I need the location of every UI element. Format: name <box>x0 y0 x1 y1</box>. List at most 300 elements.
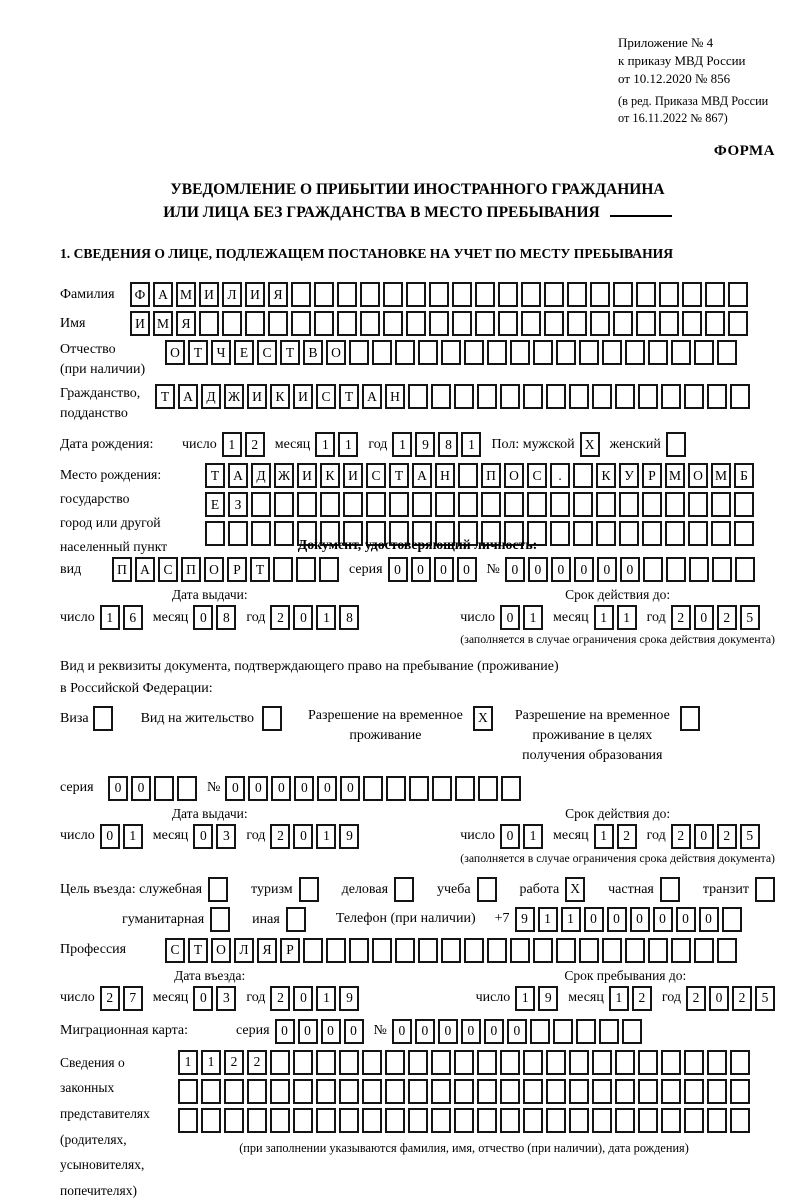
form-cell <box>728 311 748 336</box>
issue-date-fields <box>60 824 359 849</box>
form-cell: Т <box>280 340 300 365</box>
form-cell: М <box>176 282 196 307</box>
form-cell: О <box>211 938 231 963</box>
form-cell <box>661 1079 681 1104</box>
form-cell: 0 <box>248 776 268 801</box>
form-cell: Л <box>234 938 254 963</box>
form-cell <box>154 776 174 801</box>
month-label: месяц <box>553 609 589 625</box>
form-cell <box>734 521 754 546</box>
form-cell: 1 <box>392 432 412 457</box>
form-cell: 0 <box>676 907 696 932</box>
form-cell: Д <box>201 384 221 409</box>
form-cell <box>314 311 334 336</box>
stay-year-cells <box>686 986 775 1011</box>
month-label: месяц <box>553 828 589 844</box>
stay-day-cells <box>515 986 558 1011</box>
form-cell <box>291 282 311 307</box>
purpose-tourism <box>251 877 319 902</box>
birth-month-cells <box>315 432 358 457</box>
residence-number-cells <box>225 776 521 801</box>
representatives-cells <box>178 1050 750 1156</box>
form-cell: А <box>362 384 382 409</box>
form-cell <box>270 1050 290 1075</box>
form-cell <box>665 521 685 546</box>
form-cell: 7 <box>123 986 143 1011</box>
sex-male-checkbox <box>580 432 600 457</box>
form-cell <box>544 282 564 307</box>
valid-until-fields <box>460 605 775 630</box>
form-cell: 1 <box>561 907 581 932</box>
month-label: месяц <box>152 990 189 1006</box>
form-cell: 1 <box>609 986 629 1011</box>
citizenship-label-line: Гражданство, <box>60 386 141 402</box>
form-cell: Ч <box>211 340 231 365</box>
form-cell: 8 <box>339 605 359 630</box>
month-label: месяц <box>274 436 311 452</box>
form-cell <box>684 1108 704 1133</box>
form-cell <box>659 311 679 336</box>
form-cell <box>303 938 323 963</box>
appendix-line: к приказу МВД России <box>618 53 746 69</box>
form-cell <box>569 384 589 409</box>
form-cell <box>622 1019 642 1044</box>
form-cell <box>521 311 541 336</box>
amendment-line: от 16.11.2022 № 867) <box>618 110 728 125</box>
citizenship-label <box>60 384 155 424</box>
form-cell: 3 <box>216 986 236 1011</box>
form-cell <box>326 938 346 963</box>
purpose-work-checkbox <box>565 877 585 902</box>
temp-permit-label-line: проживание <box>349 728 422 744</box>
form-cell <box>592 1079 612 1104</box>
form-cell <box>360 282 380 307</box>
form-label: ФОРМА <box>713 142 775 159</box>
form-cell: . <box>550 463 570 488</box>
form-cell <box>372 340 392 365</box>
form-cell: 2 <box>270 824 290 849</box>
form-cell <box>273 557 293 582</box>
citizenship-cells <box>155 384 750 409</box>
patronymic-label-line: Отчество <box>60 342 116 358</box>
form-cell <box>386 776 406 801</box>
form-cell <box>636 282 656 307</box>
form-cell: 0 <box>100 824 120 849</box>
form-cell <box>556 938 576 963</box>
form-cell <box>615 1108 635 1133</box>
purpose-business-checkbox <box>394 877 414 902</box>
representatives-label <box>60 1050 178 1204</box>
form-cell <box>458 492 478 517</box>
temp-permit-option <box>308 706 493 747</box>
residence-dates-row <box>60 806 775 866</box>
purpose-study-checkbox <box>477 877 497 902</box>
form-cell <box>660 877 680 902</box>
form-cell: 1 <box>123 824 143 849</box>
form-cell: 0 <box>321 1019 341 1044</box>
form-cell <box>406 311 426 336</box>
purpose-study-label: учеба <box>436 881 471 897</box>
day-label: число <box>60 609 95 625</box>
form-cell: 0 <box>225 776 245 801</box>
form-cell: 0 <box>505 557 525 582</box>
form-cell: П <box>181 557 201 582</box>
form-cell <box>293 1079 313 1104</box>
form-cell <box>270 1079 290 1104</box>
form-cell <box>730 1050 750 1075</box>
identity-issue-year-cells <box>270 605 359 630</box>
residence-series-cells <box>108 776 197 801</box>
purpose-official-label: Цель въезда: служебная <box>60 881 203 897</box>
form-cell: И <box>343 463 363 488</box>
form-cell <box>247 1108 267 1133</box>
number-label: № <box>373 1023 387 1039</box>
purpose-transit-label: транзит <box>702 881 749 897</box>
form-cell: О <box>688 463 708 488</box>
form-cell: 0 <box>574 557 594 582</box>
surname-row <box>60 282 775 307</box>
form-cell <box>452 282 472 307</box>
form-cell <box>523 1079 543 1104</box>
form-cell <box>339 1108 359 1133</box>
form-cell <box>688 521 708 546</box>
form-cell <box>458 463 478 488</box>
form-cell <box>441 938 461 963</box>
form-cell: К <box>270 384 290 409</box>
migration-card-row <box>60 1019 775 1044</box>
form-cell <box>643 557 663 582</box>
form-cell <box>569 1079 589 1104</box>
profession-row <box>60 938 775 963</box>
issue-date-title: Дата выдачи: <box>171 805 248 821</box>
year-label: год <box>661 990 681 1006</box>
form-cell <box>362 1050 382 1075</box>
form-cell: 2 <box>717 605 737 630</box>
form-cell <box>671 938 691 963</box>
form-cell: А <box>135 557 155 582</box>
form-cell <box>475 282 495 307</box>
form-cell <box>320 492 340 517</box>
representatives-label-line: усыновителях, <box>60 1157 145 1173</box>
representatives-label-line: законных <box>60 1080 115 1096</box>
form-cell <box>638 1079 658 1104</box>
form-cell: 0 <box>709 986 729 1011</box>
form-cell <box>431 1050 451 1075</box>
form-cell <box>599 1019 619 1044</box>
representatives-label-line: Сведения о <box>60 1054 125 1070</box>
form-cell <box>201 1108 221 1133</box>
representatives-note: (при заполнении указываются фамилия, имя, отчество (при наличии), дата рождения) <box>239 1140 689 1155</box>
form-cell <box>432 776 452 801</box>
form-cell <box>409 776 429 801</box>
birth-place-label <box>60 463 205 559</box>
form-cell <box>408 1108 428 1133</box>
form-cell <box>395 938 415 963</box>
form-cell <box>550 521 570 546</box>
form-cell: Б <box>734 463 754 488</box>
form-cell <box>296 557 316 582</box>
form-cell: 1 <box>617 605 637 630</box>
form-cell <box>477 1079 497 1104</box>
given-name-label: Имя <box>60 315 86 331</box>
form-cell: М <box>153 311 173 336</box>
form-cell <box>661 1108 681 1133</box>
form-cell <box>642 492 662 517</box>
form-cell: 0 <box>193 986 213 1011</box>
form-cell: 0 <box>411 557 431 582</box>
form-cell <box>199 311 219 336</box>
form-cell <box>385 1050 405 1075</box>
purpose-official <box>60 877 228 902</box>
form-cell: 0 <box>500 605 520 630</box>
form-cell <box>530 1019 550 1044</box>
form-cell <box>666 432 686 457</box>
purpose-official-checkbox <box>208 877 228 902</box>
form-cell: Ж <box>224 384 244 409</box>
form-cell <box>523 384 543 409</box>
purpose-private-label: частная <box>608 881 654 897</box>
form-cell <box>638 384 658 409</box>
form-cell <box>510 938 530 963</box>
form-cell: 9 <box>515 907 535 932</box>
form-cell: Е <box>234 340 254 365</box>
form-cell <box>707 1079 727 1104</box>
purpose-private-checkbox <box>660 877 680 902</box>
form-cell <box>546 1050 566 1075</box>
form-cell <box>452 311 472 336</box>
form-cell <box>523 1050 543 1075</box>
residence-issue-year-cells <box>270 824 359 849</box>
purpose-business <box>342 877 414 902</box>
entry-date-fields <box>60 986 359 1011</box>
form-cell <box>615 1050 635 1075</box>
temp-permit-label-line: Разрешение на временное <box>307 707 463 723</box>
form-cell: 2 <box>270 986 290 1011</box>
form-cell <box>680 706 700 731</box>
form-cell: 1 <box>594 824 614 849</box>
form-cell <box>638 1108 658 1133</box>
identity-issue-month-cells <box>193 605 236 630</box>
purpose-transit-checkbox <box>755 877 775 902</box>
form-cell <box>299 877 319 902</box>
form-cell <box>205 521 225 546</box>
form-cell: 1 <box>515 986 535 1011</box>
form-cell <box>339 1050 359 1075</box>
series-label: серия <box>236 1023 270 1039</box>
form-cell <box>268 311 288 336</box>
form-cell <box>372 938 392 963</box>
form-cell <box>546 1079 566 1104</box>
form-cell: К <box>596 463 616 488</box>
form-cell <box>487 938 507 963</box>
form-cell <box>429 282 449 307</box>
form-cell: 0 <box>694 824 714 849</box>
form-cell <box>579 340 599 365</box>
form-cell: Т <box>155 384 175 409</box>
form-cell: 0 <box>294 776 314 801</box>
edu-permit-label-line: проживание в целях <box>532 728 653 744</box>
form-cell <box>454 1050 474 1075</box>
form-cell <box>475 311 495 336</box>
valid-until-fields <box>460 824 775 849</box>
form-cell <box>602 938 622 963</box>
appendix-block <box>618 34 775 127</box>
section1-heading: 1. СВЕДЕНИЯ О ЛИЦЕ, ПОДЛЕЖАЩЕМ ПОСТАНОВКЕ НА УЧЕТ ПО МЕСТУ ПРЕБЫВАНИЯ <box>60 246 674 262</box>
birth-place-label-line: Место рождения: <box>60 467 162 483</box>
number-label: № <box>207 780 221 796</box>
form-cell <box>592 1108 612 1133</box>
form-cell <box>546 1108 566 1133</box>
identity-issue-date-group <box>60 587 359 647</box>
form-cell: 0 <box>317 776 337 801</box>
form-cell <box>521 282 541 307</box>
form-cell: 1 <box>523 605 543 630</box>
form-cell <box>661 1050 681 1075</box>
form-cell <box>500 1050 520 1075</box>
form-cell <box>573 521 593 546</box>
form-cell: 1 <box>538 907 558 932</box>
residence-valid-date-group <box>460 806 775 866</box>
form-cell: 0 <box>340 776 360 801</box>
phone-label: Телефон (при наличии) <box>335 911 476 927</box>
form-cell: А <box>178 384 198 409</box>
form-cell <box>343 492 363 517</box>
entry-date-group <box>60 968 359 1011</box>
representatives-label-line: (родителях, <box>60 1131 127 1147</box>
form-cell: 0 <box>457 557 477 582</box>
form-cell: 0 <box>694 605 714 630</box>
form-cell <box>477 384 497 409</box>
purpose-private <box>608 877 680 902</box>
appendix-line: от 10.12.2020 № 856 <box>618 71 731 87</box>
form-cell <box>251 492 271 517</box>
form-cell: А <box>228 463 248 488</box>
form-cell: Т <box>339 384 359 409</box>
month-label: месяц <box>568 990 604 1006</box>
form-cell: X <box>580 432 600 457</box>
form-cell: 5 <box>740 824 760 849</box>
form-cell <box>705 311 725 336</box>
form-cell: 1 <box>222 432 242 457</box>
form-cell <box>385 1079 405 1104</box>
form-cell <box>385 1108 405 1133</box>
form-cell <box>590 282 610 307</box>
form-cell: 9 <box>538 986 558 1011</box>
form-cell: 2 <box>270 605 290 630</box>
form-cell <box>533 340 553 365</box>
form-cell <box>728 282 748 307</box>
form-cell <box>293 1108 313 1133</box>
purpose-transit <box>703 877 775 902</box>
edu-permit-label-line: Разрешение на временное <box>514 707 670 723</box>
temp-permit-label <box>308 706 463 747</box>
residence-valid-day-cells <box>500 824 543 849</box>
form-cell: 5 <box>755 986 775 1011</box>
form-cell: И <box>245 282 265 307</box>
form-cell <box>208 877 228 902</box>
form-title-line2-text: ИЛИ ЛИЦА БЕЗ ГРАЖДАНСТВА В МЕСТО ПРЕБЫВАНИЯ <box>163 204 600 222</box>
form-cell: 0 <box>271 776 291 801</box>
purpose-other <box>252 907 306 932</box>
form-cell: П <box>112 557 132 582</box>
identity-doc-series-cells <box>388 557 477 582</box>
form-title-line1: УВЕДОМЛЕНИЕ О ПРИБЫТИИ ИНОСТРАННОГО ГРАЖДАНИНА <box>170 180 665 198</box>
form-cell <box>717 340 737 365</box>
phone-prefix: +7 <box>494 911 510 927</box>
form-cell <box>454 1108 474 1133</box>
identity-valid-year-cells <box>671 605 760 630</box>
form-cell <box>625 340 645 365</box>
form-cell: 1 <box>178 1050 198 1075</box>
form-cell: 1 <box>461 432 481 457</box>
form-cell: Р <box>280 938 300 963</box>
form-cell <box>636 311 656 336</box>
edu-permit-label <box>515 706 670 767</box>
form-cell: А <box>153 282 173 307</box>
form-cell: 0 <box>461 1019 481 1044</box>
visa-label: Виза <box>60 710 89 726</box>
form-cell <box>592 384 612 409</box>
form-cell <box>730 1079 750 1104</box>
identity-doc-row <box>60 557 775 582</box>
purpose-work <box>520 877 586 902</box>
form-cell: 1 <box>338 432 358 457</box>
form-cell <box>576 1019 596 1044</box>
form-cell: Я <box>257 938 277 963</box>
form-cell: 1 <box>100 605 120 630</box>
surname-label: Фамилия <box>60 286 115 302</box>
identity-doc-number-cells <box>505 557 755 582</box>
residence-valid-year-cells <box>671 824 760 849</box>
issue-date-fields <box>60 605 359 630</box>
form-cell <box>349 340 369 365</box>
day-label: число <box>475 990 511 1006</box>
form-cell: 1 <box>594 605 614 630</box>
form-title <box>60 178 775 225</box>
form-cell <box>500 1079 520 1104</box>
form-cell: 0 <box>193 824 213 849</box>
form-cell <box>730 1108 750 1133</box>
form-cell <box>684 384 704 409</box>
representatives-cells-row3 <box>178 1108 750 1133</box>
form-cell: 6 <box>123 605 143 630</box>
form-cell: Н <box>435 463 455 488</box>
identity-valid-date-group <box>460 587 775 647</box>
identity-doc-type-cells <box>112 557 339 582</box>
form-cell: И <box>293 384 313 409</box>
purpose-second-row <box>60 907 775 932</box>
form-cell <box>694 938 714 963</box>
form-cell <box>228 521 248 546</box>
birth-place-label-line: населенный пункт <box>60 539 168 555</box>
blank-underline <box>610 203 672 217</box>
form-cell <box>705 282 725 307</box>
representatives-block <box>60 1050 775 1204</box>
surname-cells <box>130 282 748 307</box>
stay-until-title: Срок пребывания до: <box>564 967 687 983</box>
form-cell: 0 <box>293 824 313 849</box>
visa-option <box>60 706 113 731</box>
form-cell: 0 <box>507 1019 527 1044</box>
form-cell <box>501 776 521 801</box>
form-cell <box>523 1108 543 1133</box>
patronymic-label <box>60 340 165 380</box>
residence-doc-text <box>60 656 775 699</box>
form-cell: 2 <box>245 432 265 457</box>
form-cell <box>395 340 415 365</box>
form-cell: Т <box>250 557 270 582</box>
form-cell <box>93 706 113 731</box>
